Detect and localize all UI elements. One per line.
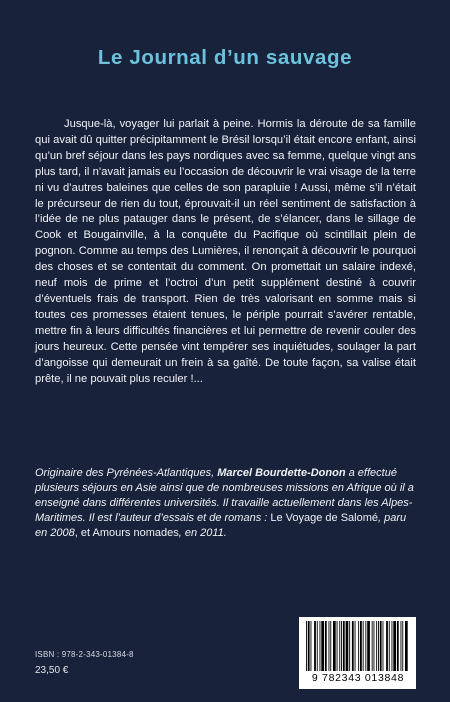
barcode-digits: 9 782343 013848 [311, 672, 405, 684]
barcode-bar [372, 621, 373, 671]
barcode-bar [376, 621, 377, 671]
barcode-bar [386, 621, 388, 671]
barcode-bar [397, 621, 399, 671]
barcode-bar [389, 621, 390, 671]
barcode-bar [355, 621, 356, 671]
barcode-bar [380, 621, 382, 671]
barcode-bar [392, 621, 393, 671]
barcode-bar [333, 621, 336, 671]
barcode-bar [339, 621, 340, 671]
barcode-bar [317, 621, 318, 671]
barcode-bar [383, 621, 384, 671]
barcode-bar [320, 621, 321, 671]
barcode-bar [358, 621, 359, 671]
barcode-bar [360, 621, 362, 671]
book-title-2: Amours nomades [92, 526, 179, 539]
author-name: Marcel Bourdette-Donon [217, 467, 346, 479]
bio-part-2: a effectué plusieurs séjours en Asie ainsi que de nombreuses missions en Afrique où il a enseigné dans différentes universités. Il travaille actuellement dans les Alpes-Maritimes. Il est l’auteur d’essais et de romans : [35, 467, 414, 524]
bio-part-4: , et [74, 526, 93, 539]
barcode-bar [365, 621, 366, 671]
barcode-bar [330, 621, 331, 671]
excerpt-body: Jusque-là, voyager lui parlait à peine. Hormis la déroute de sa famille qui avait dû quitter précipitamment le Brésil lorsqu’il était encore enfant, ainsi qu’un bref séjour dans les pays nordiques avec sa femme, quelque vingt ans plus tard, il n’avait jamais eu l’occasion de découvrir le vrai visage de la terre ni vu d’autres baleines que celles de son parapluie ! Aussi, même s’il n’était le précurseur de rien du tout, éprouvait-il un réel sentiment de satisfaction à l’idée de ne plus patauger dans le présent, de s’élancer, dans le sillage de Cook et Bougainville, à la conquête du Pacifique où scintillait plein de pognon. Comme au temps des Lumières, il renonçait à découvrir le pourquoi des choses et se contentait du comment. On promettait un salaire indexé, neuf mois de prime et l’octroi d’un petit supplément destiné à couvrir d’éventuels frais de transport. Rien de très valorisant en somme mais si toutes ces promesses étaient tenues, le périple pourrait s’avérer rentable, mettre fin à leurs difficultés financières et lui permettre de revenir couler des jours heureux. Cette pensée vint tempérer ses inquiétudes, soulager la part d’angoisse qui demeurait un frein à sa gaîté. De toute façon, sa valise était prête, il ne pouvait plus reculer !... [35, 118, 416, 385]
barcode-bar [343, 621, 345, 671]
barcode-bar [367, 621, 370, 671]
barcode [299, 617, 416, 689]
barcode-bars [304, 621, 411, 671]
excerpt-text [35, 117, 416, 387]
barcode-bar [308, 621, 310, 671]
barcode-bar [346, 621, 349, 671]
barcode-bar [402, 621, 403, 671]
barcode-bar [378, 621, 379, 671]
barcode-bar [306, 621, 307, 671]
barcode-bar [314, 621, 316, 671]
barcode-bar [341, 621, 342, 671]
barcode-bar [405, 621, 408, 671]
barcode-bar [311, 621, 312, 671]
barcode-bar [329, 621, 330, 671]
bio-part-5: , en 2011. [178, 526, 227, 539]
book-title-1: Le Voyage de Salomé [270, 511, 379, 524]
bio-part-3: , paru en 2008 [35, 511, 407, 539]
book-title: Le Journal d’un sauvage [97, 46, 353, 69]
barcode-bar [349, 621, 350, 671]
barcode-bar [352, 621, 354, 671]
barcode-bar [321, 621, 324, 671]
barcode-bar [325, 621, 327, 671]
isbn-label: ISBN : 978-2-343-01384-8 [35, 650, 134, 659]
author-bio [35, 466, 416, 541]
bio-part-1: Originaire des Pyrénées-Atlantiques, [35, 467, 218, 479]
barcode-bar [337, 621, 338, 671]
barcode-bar [363, 621, 364, 671]
barcode-bar [374, 621, 375, 671]
barcode-bar [393, 621, 396, 671]
price-label: 23,50 € [35, 665, 69, 676]
barcode-bar [401, 621, 402, 671]
